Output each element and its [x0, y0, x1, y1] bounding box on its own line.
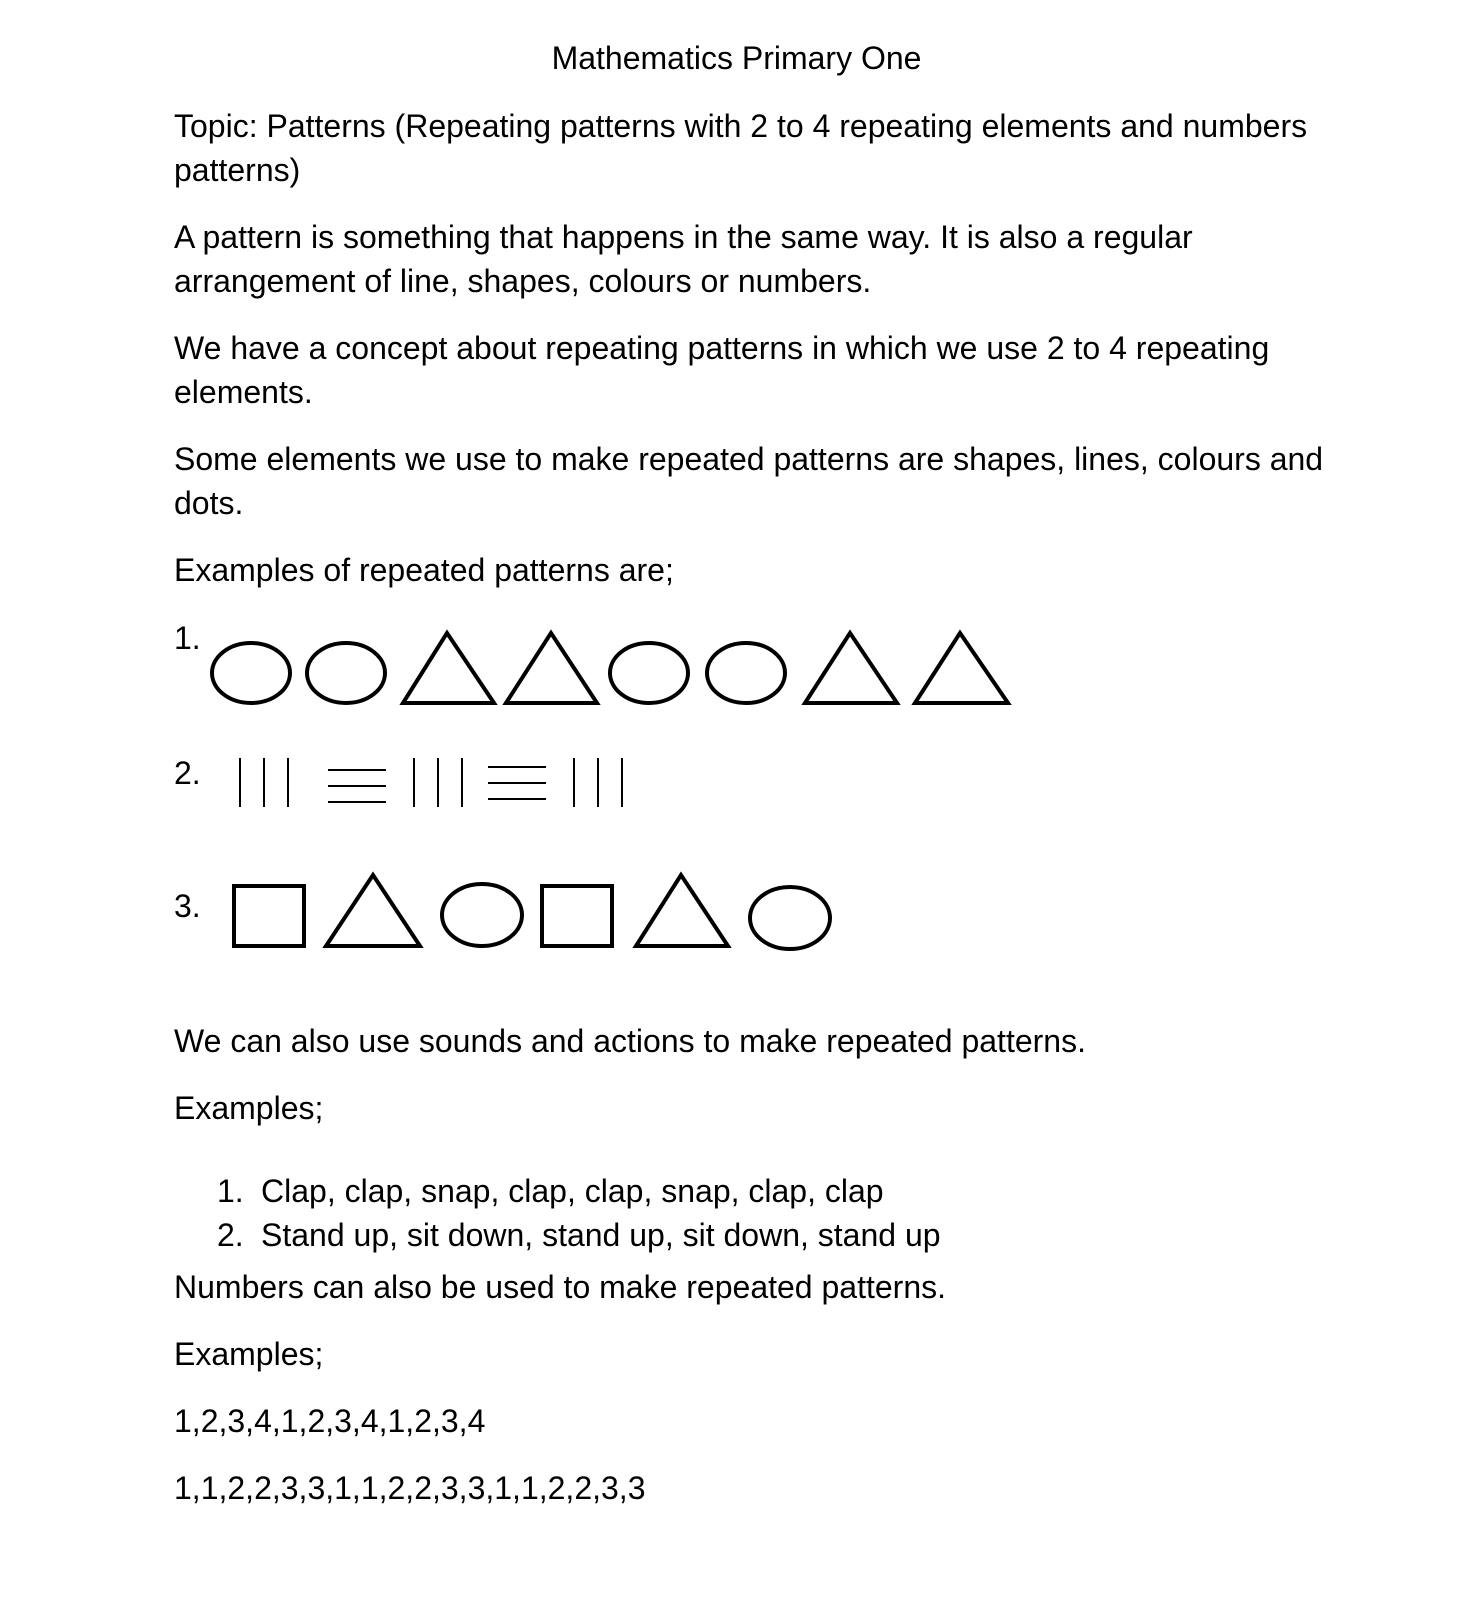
- number-pattern-2: 1,1,2,2,3,3,1,1,2,2,3,3,1,1,2,2,3,3: [174, 1470, 646, 1506]
- sounds-paragraph: We can also use sounds and actions to make repeated patterns.: [174, 1023, 1086, 1059]
- number-pattern-1: 1,2,3,4,1,2,3,4,1,2,3,4: [174, 1403, 486, 1439]
- list-item-number: 2.: [217, 1217, 244, 1253]
- sound-action-list: [174, 1169, 941, 1257]
- list-item-text: Stand up, sit down, stand up, sit down, stand up: [261, 1217, 941, 1253]
- circle-shape: [707, 643, 785, 703]
- examples-intro: Examples of repeated patterns are;: [174, 552, 674, 588]
- circle-shape: [610, 643, 688, 703]
- horizontal-lines-group: [328, 770, 386, 802]
- example-1-label: 1.: [174, 620, 201, 656]
- list-item-number: 1.: [217, 1173, 244, 1209]
- list-item: [174, 1213, 941, 1257]
- vertical-lines-group: [240, 758, 288, 807]
- square-shape: [234, 886, 304, 946]
- circle-shape: [442, 884, 522, 946]
- circle-shape: [212, 643, 290, 703]
- list-item-text: Clap, clap, snap, clap, clap, snap, clap, clap: [261, 1173, 884, 1209]
- triangle-shape: [636, 875, 728, 946]
- concept-paragraph: We have a concept about repeating patterns in which we use 2 to 4 repeating elements.: [174, 330, 1270, 410]
- triangle-shape: [805, 633, 897, 703]
- numbers-examples-label: Examples;: [174, 1336, 324, 1372]
- list-item: [174, 1169, 941, 1213]
- page-title: Mathematics Primary One: [551, 40, 922, 76]
- pattern-row-3: [226, 870, 856, 975]
- vertical-lines-group: [574, 758, 622, 807]
- circle-shape: [750, 887, 830, 949]
- horizontal-lines-group: [488, 767, 546, 799]
- circle-shape: [307, 643, 385, 703]
- triangle-shape: [403, 633, 494, 703]
- topic-paragraph: Topic: Patterns (Repeating patterns with 2 to 4 repeating elements and numbers patterns): [174, 108, 1308, 188]
- definition-paragraph: A pattern is something that happens in the same way. It is also a regular arrangement of line, shapes, colours or numbers.: [174, 219, 1193, 299]
- triangle-shape: [915, 633, 1008, 703]
- vertical-lines-group: [414, 758, 462, 807]
- numbers-paragraph: Numbers can also be used to make repeated patterns.: [174, 1269, 946, 1305]
- sounds-examples-label: Examples;: [174, 1090, 324, 1126]
- square-shape: [542, 886, 612, 946]
- elements-paragraph: Some elements we use to make repeated patterns are shapes, lines, colours and dots.: [174, 441, 1324, 521]
- triangle-shape: [326, 875, 420, 946]
- pattern-row-1: [200, 628, 1030, 723]
- example-2-label: 2.: [174, 755, 201, 791]
- triangle-shape: [506, 633, 597, 703]
- example-3-label: 3.: [174, 888, 201, 924]
- pattern-row-2: [230, 755, 650, 815]
